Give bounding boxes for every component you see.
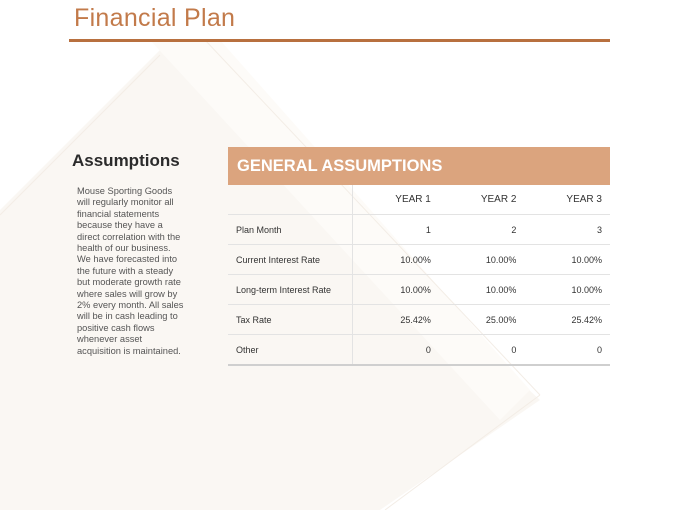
column-header-year-1: YEAR 1 <box>353 185 439 215</box>
blank-header-cell <box>228 185 353 215</box>
row-label: Other <box>228 335 353 366</box>
assumptions-grid <box>228 185 610 366</box>
cell-value: 25.42% <box>524 305 610 335</box>
row-label: Plan Month <box>228 215 353 245</box>
cell-value: 10.00% <box>353 245 439 275</box>
column-header-year-2: YEAR 2 <box>439 185 525 215</box>
cell-value: 10.00% <box>439 245 525 275</box>
assumptions-line: but moderate growth rate <box>77 277 181 288</box>
cell-value: 0 <box>353 335 439 366</box>
cell-value: 1 <box>353 215 439 245</box>
cell-value: 25.42% <box>353 305 439 335</box>
table-header-row <box>228 185 610 215</box>
assumptions-heading: Assumptions <box>72 151 180 170</box>
assumptions-line: direct correlation with the <box>77 231 181 242</box>
title-divider <box>69 39 610 42</box>
cell-value: 0 <box>439 335 525 366</box>
assumptions-line: where sales will grow by <box>77 288 178 299</box>
cell-value: 10.00% <box>524 245 610 275</box>
cell-value: 25.00% <box>439 305 525 335</box>
row-label: Tax Rate <box>228 305 353 335</box>
page-title: Financial Plan <box>74 4 236 32</box>
assumptions-line: We have forecasted into <box>77 254 178 265</box>
table-row <box>228 215 610 245</box>
assumptions-line: because they have a <box>77 220 163 231</box>
cell-value: 10.00% <box>353 275 439 305</box>
cell-value: 3 <box>524 215 610 245</box>
cell-value: 0 <box>524 335 610 366</box>
assumptions-line: acquisition is maintained. <box>77 345 181 356</box>
row-label: Current Interest Rate <box>228 245 353 275</box>
assumptions-line: will be in cash leading to <box>77 311 178 322</box>
assumptions-line: will regularly monitor all <box>77 197 174 208</box>
table-row <box>228 305 610 335</box>
assumptions-line: health of our business. <box>77 243 171 254</box>
assumptions-line: 2% every month. All sales <box>77 300 184 311</box>
table-row <box>228 335 610 366</box>
cell-value: 10.00% <box>524 275 610 305</box>
assumptions-line: the future with a steady <box>77 265 174 276</box>
assumptions-text <box>77 186 195 357</box>
assumptions-line: whenever asset <box>77 334 143 345</box>
cell-value: 10.00% <box>439 275 525 305</box>
general-assumptions-table <box>228 147 610 366</box>
assumptions-line: positive cash flows <box>77 322 155 333</box>
row-label: Long-term Interest Rate <box>228 275 353 305</box>
cell-value: 2 <box>439 215 525 245</box>
table-title: GENERAL ASSUMPTIONS <box>228 147 610 185</box>
column-header-year-3: YEAR 3 <box>524 185 610 215</box>
assumptions-line: Mouse Sporting Goods <box>77 186 173 196</box>
table-row <box>228 275 610 305</box>
assumptions-line: financial statements <box>77 208 160 219</box>
table-row <box>228 245 610 275</box>
